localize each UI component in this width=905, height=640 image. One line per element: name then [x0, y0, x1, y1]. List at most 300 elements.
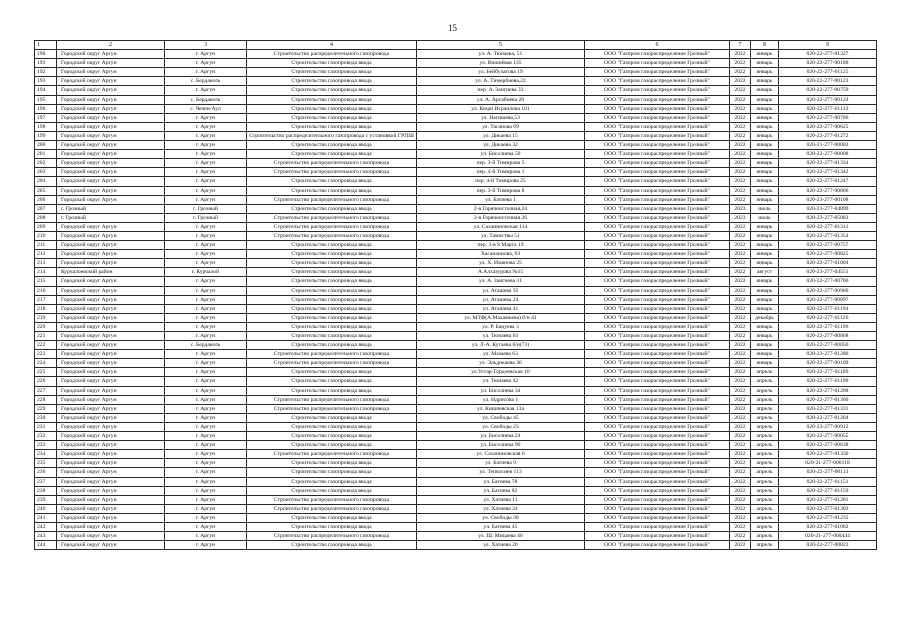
address-cell: ул. Хатиева 24 — [417, 504, 585, 513]
address-cell: пер. 3-я 8 Марта 19 — [417, 241, 585, 250]
column-number: 8 — [751, 41, 779, 50]
municipality-cell: Городской округ Аргун — [57, 113, 165, 122]
year-cell: 2022 — [730, 541, 751, 550]
work-type-cell: Строительство распределительного газопровода — [247, 213, 417, 222]
settlement-cell: г. Аргун — [165, 50, 247, 59]
municipality-cell: Городской округ Аргун — [57, 295, 165, 304]
application-number-cell: 020-22-277-01272 — [779, 131, 877, 140]
municipality-cell: Городской округ Аргун — [57, 286, 165, 295]
year-cell: 2022 — [730, 459, 751, 468]
month-cell: апрель — [751, 513, 779, 522]
settlement-cell: г. Аргун — [165, 504, 247, 513]
contractor-cell: ООО "Газпром газораспределение Грозный" — [585, 59, 730, 68]
month-cell: апрель — [751, 468, 779, 477]
contractor-cell: ООО "Газпром газораспределение Грозный" — [585, 313, 730, 322]
work-type-cell: Строительство газопровода ввода — [247, 295, 417, 304]
municipality-cell: Городской округ Аргун — [57, 95, 165, 104]
table-row — [35, 413, 877, 422]
work-type-cell: Строительство газопровода ввода — [247, 386, 417, 395]
settlement-cell: г. Аргун — [165, 404, 247, 413]
table-row — [35, 541, 877, 550]
municipality-cell: Городской округ Аргун — [57, 422, 165, 431]
column-number: 6 — [585, 41, 730, 50]
table-row — [35, 495, 877, 504]
settlement-cell: г. Аргун — [165, 368, 247, 377]
table-row — [35, 486, 877, 495]
contractor-cell: ООО "Газпром газораспределение Грозный" — [585, 86, 730, 95]
month-cell: апрель — [751, 541, 779, 550]
work-type-cell: Строительство распределительного газопровода — [247, 495, 417, 504]
contractor-cell: ООО "Газпром газораспределение Грозный" — [585, 286, 730, 295]
settlement-cell: г. Аргун — [165, 295, 247, 304]
municipality-cell: Городской округ Аргун — [57, 468, 165, 477]
application-number-cell: 020-22-277-01354 — [779, 231, 877, 240]
month-cell: январь — [751, 295, 779, 304]
application-number-cell: 020-22-277-01208 — [779, 386, 877, 395]
settlement-cell: г. Аргун — [165, 377, 247, 386]
settlement-cell: г. Аргун — [165, 231, 247, 240]
month-cell: январь — [751, 222, 779, 231]
municipality-cell: Городской округ Аргун — [57, 77, 165, 86]
row-number-cell: 239 — [35, 495, 57, 504]
column-number: 5 — [417, 41, 585, 50]
municipality-cell: Городской округ Аргун — [57, 332, 165, 341]
row-number-cell: 230 — [35, 413, 57, 422]
address-cell: Хасанаинова, 93 — [417, 250, 585, 259]
address-cell: пер. 4-й Тимирова 1 — [417, 168, 585, 177]
table-row — [35, 304, 877, 313]
year-cell: 2022 — [730, 386, 751, 395]
work-type-cell: Строительство распределительного газопровода — [247, 532, 417, 541]
contractor-cell: ООО "Газпром газораспределение Грозный" — [585, 486, 730, 495]
table-row — [35, 432, 877, 441]
year-cell: 2022 — [730, 395, 751, 404]
year-cell: 2022 — [730, 495, 751, 504]
year-cell: 2022 — [730, 113, 751, 122]
table-row — [35, 395, 877, 404]
year-cell: 2022 — [730, 486, 751, 495]
year-cell: 2022 — [730, 68, 751, 77]
row-number-cell: 194 — [35, 86, 57, 95]
row-number-cell: 197 — [35, 113, 57, 122]
address-cell: ул. А. Тюнаева, 51 — [417, 50, 585, 59]
application-number-cell: 020-23-277-05083 — [779, 213, 877, 222]
work-type-cell: Строительство распределительного газопровода — [247, 395, 417, 404]
table-row — [35, 504, 877, 513]
month-cell: январь — [751, 195, 779, 204]
year-cell: 2022 — [730, 377, 751, 386]
application-number-cell: 020-22-277-00123 — [779, 77, 877, 86]
row-number-cell: 213 — [35, 259, 57, 268]
work-type-cell: Строительство газопровода ввода — [247, 441, 417, 450]
settlement-cell: г. Аргун — [165, 522, 247, 531]
application-number-cell: 020-22-277-01334 — [779, 159, 877, 168]
month-cell: январь — [751, 277, 779, 286]
work-type-cell: Строительство распределительного газопровода — [247, 195, 417, 204]
application-number-cell: 020-22-277-01281 — [779, 495, 877, 504]
application-number-cell: 020-22-277-00124 — [779, 95, 877, 104]
settlement-cell: г. Аргун — [165, 222, 247, 231]
contractor-cell: ООО "Газпром газораспределение Грозный" — [585, 222, 730, 231]
municipality-cell: Курчалоевский район — [57, 268, 165, 277]
municipality-cell: Городской округ Аргун — [57, 432, 165, 441]
address-cell: ул. Свободы 45 — [417, 413, 585, 422]
row-number-cell: 221 — [35, 332, 57, 341]
contractor-cell: ООО "Газпром газораспределение Грозный" — [585, 368, 730, 377]
work-type-cell: Строительство газопровода ввода — [247, 122, 417, 131]
row-number-cell: 200 — [35, 141, 57, 150]
settlement-cell: г. Грозный — [165, 204, 247, 213]
work-type-cell: Строительство газопровода ввода — [247, 377, 417, 386]
settlement-cell: г. Аргун — [165, 159, 247, 168]
work-type-cell: Строительство газопровода ввода — [247, 177, 417, 186]
row-number-cell: 206 — [35, 195, 57, 204]
contractor-cell: ООО "Газпром газораспределение Грозный" — [585, 104, 730, 113]
contractor-cell: ООО "Газпром газораспределение Грозный" — [585, 68, 730, 77]
table-row — [35, 522, 877, 531]
municipality-cell: Городской округ Аргун — [57, 59, 165, 68]
municipality-cell: Городской округ Аргун — [57, 386, 165, 395]
address-cell: ул. Тепкосиев 113 — [417, 468, 585, 477]
row-number-cell: 226 — [35, 377, 57, 386]
application-number-cell: 020-22-277-01311 — [779, 222, 877, 231]
work-type-cell: Строительство газопровода ввода — [247, 477, 417, 486]
municipality-cell: Городской округ Аргун — [57, 86, 165, 95]
contractor-cell: ООО "Газпром газораспределение Грозный" — [585, 513, 730, 522]
table-row — [35, 86, 877, 95]
table-row — [35, 386, 877, 395]
application-number-cell: 020-22-277-00960 — [779, 286, 877, 295]
work-type-cell: Строительство газопровода ввода — [247, 541, 417, 550]
settlement-cell: г. Аргун — [165, 395, 247, 404]
work-type-cell: Строительство газопровода ввода — [247, 259, 417, 268]
year-cell: 2022 — [730, 368, 751, 377]
row-number-cell: 238 — [35, 486, 57, 495]
year-cell: 2022 — [730, 231, 751, 240]
municipality-cell: Городской округ Аргун — [57, 450, 165, 459]
municipality-cell: Городской округ Аргун — [57, 159, 165, 168]
municipality-cell: Городской округ Аргун — [57, 250, 165, 259]
settlement-cell: г. Аргун — [165, 122, 247, 131]
work-type-cell: Строительство газопровода ввода — [247, 432, 417, 441]
year-cell: 2022 — [730, 313, 751, 322]
year-cell: 2022 — [730, 468, 751, 477]
contractor-cell: ООО "Газпром газораспределение Грозный" — [585, 231, 730, 240]
year-cell: 2022 — [730, 413, 751, 422]
row-number-cell: 234 — [35, 450, 57, 459]
year-cell: 2022 — [730, 341, 751, 350]
table-row — [35, 441, 877, 450]
month-cell: январь — [751, 286, 779, 295]
table-row — [35, 313, 877, 322]
contractor-cell: ООО "Газпром газораспределение Грозный" — [585, 477, 730, 486]
settlement-cell: с. Чечен-Аул — [165, 104, 247, 113]
municipality-cell: г. Грозный — [57, 213, 165, 222]
table-row — [35, 95, 877, 104]
table-row — [35, 231, 877, 240]
address-cell: ул. Саханиновская 114 — [417, 222, 585, 231]
year-cell: 2022 — [730, 513, 751, 522]
work-type-cell: Строительство распределительного газопровода — [247, 350, 417, 359]
column-number: 7 — [730, 41, 751, 50]
month-cell: апрель — [751, 377, 779, 386]
contractor-cell: ООО "Газпром газораспределение Грозный" — [585, 386, 730, 395]
address-cell: ул. Мазаева 63 — [417, 350, 585, 359]
year-cell: 2022 — [730, 241, 751, 250]
municipality-cell: Городской округ Аргун — [57, 259, 165, 268]
contractor-cell: ООО "Газпром газораспределение Грозный" — [585, 131, 730, 140]
address-cell: ул. Дикаева 15 — [417, 131, 585, 140]
month-cell: апрель — [751, 413, 779, 422]
address-cell: ул. Бейбулатова 19 — [417, 68, 585, 77]
work-type-cell: Строительство газопровода ввода — [247, 313, 417, 322]
application-number-cell: 020-22-277-01151 — [779, 477, 877, 486]
contractor-cell: ООО "Газпром газораспределение Грозный" — [585, 213, 730, 222]
table-row — [35, 404, 877, 413]
year-cell: 2022 — [730, 432, 751, 441]
work-type-cell: Строительство газопровода ввода — [247, 522, 417, 531]
month-cell: апрель — [751, 368, 779, 377]
month-cell: январь — [751, 332, 779, 341]
row-number-cell: 223 — [35, 350, 57, 359]
year-cell: 2022 — [730, 222, 751, 231]
work-type-cell: Строительство газопровода ввода — [247, 59, 417, 68]
year-cell: 2022 — [730, 295, 751, 304]
column-number: 4 — [247, 41, 417, 50]
municipality-cell: Городской округ Аргун — [57, 395, 165, 404]
table-row — [35, 159, 877, 168]
year-cell: 2022 — [730, 104, 751, 113]
contractor-cell: ООО "Газпром газораспределение Грозный" — [585, 468, 730, 477]
settlement-cell: г. Аргун — [165, 486, 247, 495]
table-row — [35, 59, 877, 68]
row-number-cell: 207 — [35, 204, 57, 213]
settlement-cell: г. Аргун — [165, 322, 247, 331]
table-row — [35, 186, 877, 195]
contractor-cell: ООО "Газпром газораспределение Грозный" — [585, 395, 730, 404]
work-type-cell: Строительство газопровода ввода — [247, 286, 417, 295]
work-type-cell: Строительство распределительного газопровода — [247, 159, 417, 168]
month-cell: январь — [751, 150, 779, 159]
table-row — [35, 150, 877, 159]
year-cell: 2023 — [730, 204, 751, 213]
settlement-cell: с. Бердакель — [165, 341, 247, 350]
settlement-cell: г. Аргун — [165, 350, 247, 359]
table-row — [35, 168, 877, 177]
contractor-cell: ООО "Газпром газораспределение Грозный" — [585, 432, 730, 441]
table-row — [35, 268, 877, 277]
year-cell: 2022 — [730, 141, 751, 150]
month-cell: январь — [751, 168, 779, 177]
settlement-cell: г. Аргун — [165, 450, 247, 459]
contractor-cell: ООО "Газпром газораспределение Грозный" — [585, 259, 730, 268]
municipality-cell: Городской округ Аргун — [57, 122, 165, 131]
contractor-cell: ООО "Газпром газораспределение Грозный" — [585, 159, 730, 168]
municipality-cell: Городской округ Аргун — [57, 350, 165, 359]
work-type-cell: Строительство газопровода ввода — [247, 277, 417, 286]
contractor-cell: ООО "Газпром газораспределение Грозный" — [585, 277, 730, 286]
municipality-cell: Городской округ Аргун — [57, 141, 165, 150]
address-cell: ул. Л-А. Кутаева б/н(73) — [417, 341, 585, 350]
application-number-cell: 020-22-277-00766 — [779, 277, 877, 286]
table-row — [35, 68, 877, 77]
row-number-cell: 243 — [35, 532, 57, 541]
row-number-cell: 229 — [35, 404, 57, 413]
table-row — [35, 350, 877, 359]
year-cell: 2022 — [730, 122, 751, 131]
table-row — [35, 204, 877, 213]
settlement-cell: г. Аргун — [165, 141, 247, 150]
row-number-cell: 199 — [35, 131, 57, 140]
address-cell: ул. А. Арсабиева 28 — [417, 95, 585, 104]
year-cell: 2022 — [730, 277, 751, 286]
contractor-cell: ООО "Газпром газораспределение Грозный" — [585, 168, 730, 177]
month-cell: апрель — [751, 441, 779, 450]
month-cell: январь — [751, 341, 779, 350]
contractor-cell: ООО "Газпром газораспределение Грозный" — [585, 150, 730, 159]
address-cell: ул. Вишнёвая 135 — [417, 59, 585, 68]
row-number-cell: 205 — [35, 186, 57, 195]
year-cell: 2022 — [730, 350, 751, 359]
year-cell: 2022 — [730, 131, 751, 140]
row-number-cell: 203 — [35, 168, 57, 177]
table-row — [35, 50, 877, 59]
address-cell: ул. Кюри Исраилова 101 — [417, 104, 585, 113]
table-row — [35, 322, 877, 331]
settlement-cell: г. Аргун — [165, 86, 247, 95]
row-number-cell: 227 — [35, 386, 57, 395]
municipality-cell: Городской округ Аргун — [57, 532, 165, 541]
municipality-cell: Городской округ Аргун — [57, 459, 165, 468]
year-cell: 2022 — [730, 304, 751, 313]
application-number-cell: 020-22-277-01189 — [779, 368, 877, 377]
month-cell: апрель — [751, 404, 779, 413]
application-number-cell: 020-22-277-00823 — [779, 541, 877, 550]
application-number-cell: 020-22-277-00759 — [779, 86, 877, 95]
month-cell: январь — [751, 68, 779, 77]
municipality-cell: Городской округ Аргун — [57, 477, 165, 486]
settlement-cell: г. Аргун — [165, 432, 247, 441]
month-cell: январь — [751, 59, 779, 68]
address-cell: ул. Батиева 78 — [417, 477, 585, 486]
address-cell: 2-я Горячеисточная 26 — [417, 213, 585, 222]
settlement-cell: г. Аргун — [165, 113, 247, 122]
contractor-cell: ООО "Газпром газораспределение Грозный" — [585, 95, 730, 104]
application-number-cell: 020-22-277-01204 — [779, 413, 877, 422]
settlement-cell: г. Аргун — [165, 332, 247, 341]
contractor-cell: ООО "Газпром газораспределение Грозный" — [585, 441, 730, 450]
month-cell: январь — [751, 350, 779, 359]
address-cell: ул. Бисолиева 34 — [417, 386, 585, 395]
year-cell: 2022 — [730, 195, 751, 204]
table-row — [35, 532, 877, 541]
work-type-cell: Строительство газопровода ввода — [247, 95, 417, 104]
table-row — [35, 332, 877, 341]
address-cell: ул. Тюнаева 42 — [417, 377, 585, 386]
work-type-cell: Строительство газопровода ввода — [247, 77, 417, 86]
application-number-cell: 020-22-277-01082 — [779, 522, 877, 531]
work-type-cell: Строительство газопровода ввода — [247, 486, 417, 495]
contractor-cell: ООО "Газпром газораспределение Грозный" — [585, 541, 730, 550]
settlement-cell: г. Аргун — [165, 513, 247, 522]
address-cell: ул. Х. Иманова 25 — [417, 259, 585, 268]
table-body — [35, 41, 877, 550]
year-cell: 2022 — [730, 404, 751, 413]
work-type-cell: Строительство распределительного газопровода — [247, 222, 417, 231]
table-row — [35, 113, 877, 122]
municipality-cell: Городской округ Аргун — [57, 486, 165, 495]
municipality-cell: Городской округ Аргун — [57, 495, 165, 504]
table-row — [35, 77, 877, 86]
month-cell: апрель — [751, 432, 779, 441]
year-cell: 2022 — [730, 186, 751, 195]
application-number-cell: 020-23-277-04551 — [779, 268, 877, 277]
address-cell: 2-я Горячеисточная,24 — [417, 204, 585, 213]
work-type-cell: Строительство газопровода ввода — [247, 104, 417, 113]
row-number-cell: 236 — [35, 468, 57, 477]
month-cell: январь — [751, 231, 779, 240]
table-row — [35, 177, 877, 186]
year-cell: 2022 — [730, 332, 751, 341]
settlement-cell: г. Аргун — [165, 150, 247, 159]
application-number-cell: 020-22-277-01150 — [779, 486, 877, 495]
municipality-cell: Городской округ Аргун — [57, 277, 165, 286]
contractor-cell: ООО "Газпром газораспределение Грозный" — [585, 186, 730, 195]
row-number-cell: 209 — [35, 222, 57, 231]
work-type-cell: Строительство распределительного газопровода — [247, 504, 417, 513]
application-number-cell: 020-22-277-00868 — [779, 332, 877, 341]
settlement-cell: г. Аргун — [165, 441, 247, 450]
table-row — [35, 368, 877, 377]
month-cell: январь — [751, 259, 779, 268]
year-cell: 2022 — [730, 50, 751, 59]
application-number-cell: 020-22-277-01126 — [779, 313, 877, 322]
settlement-cell: г. Грозный — [165, 213, 247, 222]
month-cell: апрель — [751, 522, 779, 531]
year-cell: 2022 — [730, 177, 751, 186]
table-row — [35, 141, 877, 150]
contractor-cell: ООО "Газпром газораспределение Грозный" — [585, 141, 730, 150]
municipality-cell: Городской округ Аргун — [57, 413, 165, 422]
settlement-cell: г. Аргун — [165, 250, 247, 259]
application-number-cell: 020-23-277-01286 — [779, 350, 877, 359]
settlement-cell: г. Аргун — [165, 359, 247, 368]
month-cell: апрель — [751, 450, 779, 459]
application-number-cell: 020-22-277-01303 — [779, 504, 877, 513]
municipality-cell: г. Грозный — [57, 204, 165, 213]
address-cell: пер. А. Зангиева 33 — [417, 86, 585, 95]
settlement-cell: г. Аргун — [165, 477, 247, 486]
address-cell: ул. Тюнаева 63 — [417, 332, 585, 341]
row-number-cell: 224 — [35, 359, 57, 368]
table-row — [35, 459, 877, 468]
year-cell: 2022 — [730, 95, 751, 104]
municipality-cell: Городской округ Аргун — [57, 313, 165, 322]
year-cell: 2022 — [730, 268, 751, 277]
contractor-cell: ООО "Газпром газораспределение Грозный" — [585, 404, 730, 413]
year-cell: 2022 — [730, 250, 751, 259]
month-cell: апрель — [751, 459, 779, 468]
month-cell: январь — [751, 159, 779, 168]
contractor-cell: ООО "Газпром газораспределение Грозный" — [585, 295, 730, 304]
year-cell: 2022 — [730, 477, 751, 486]
contractor-cell: ООО "Газпром газораспределение Грозный" — [585, 359, 730, 368]
year-cell: 2022 — [730, 359, 751, 368]
address-cell: ул. Бисолиева 50 — [417, 150, 585, 159]
address-cell: ул. Нагишева,53 — [417, 113, 585, 122]
work-type-cell: Строительство распределительного газопровода — [247, 231, 417, 240]
table-row — [35, 131, 877, 140]
